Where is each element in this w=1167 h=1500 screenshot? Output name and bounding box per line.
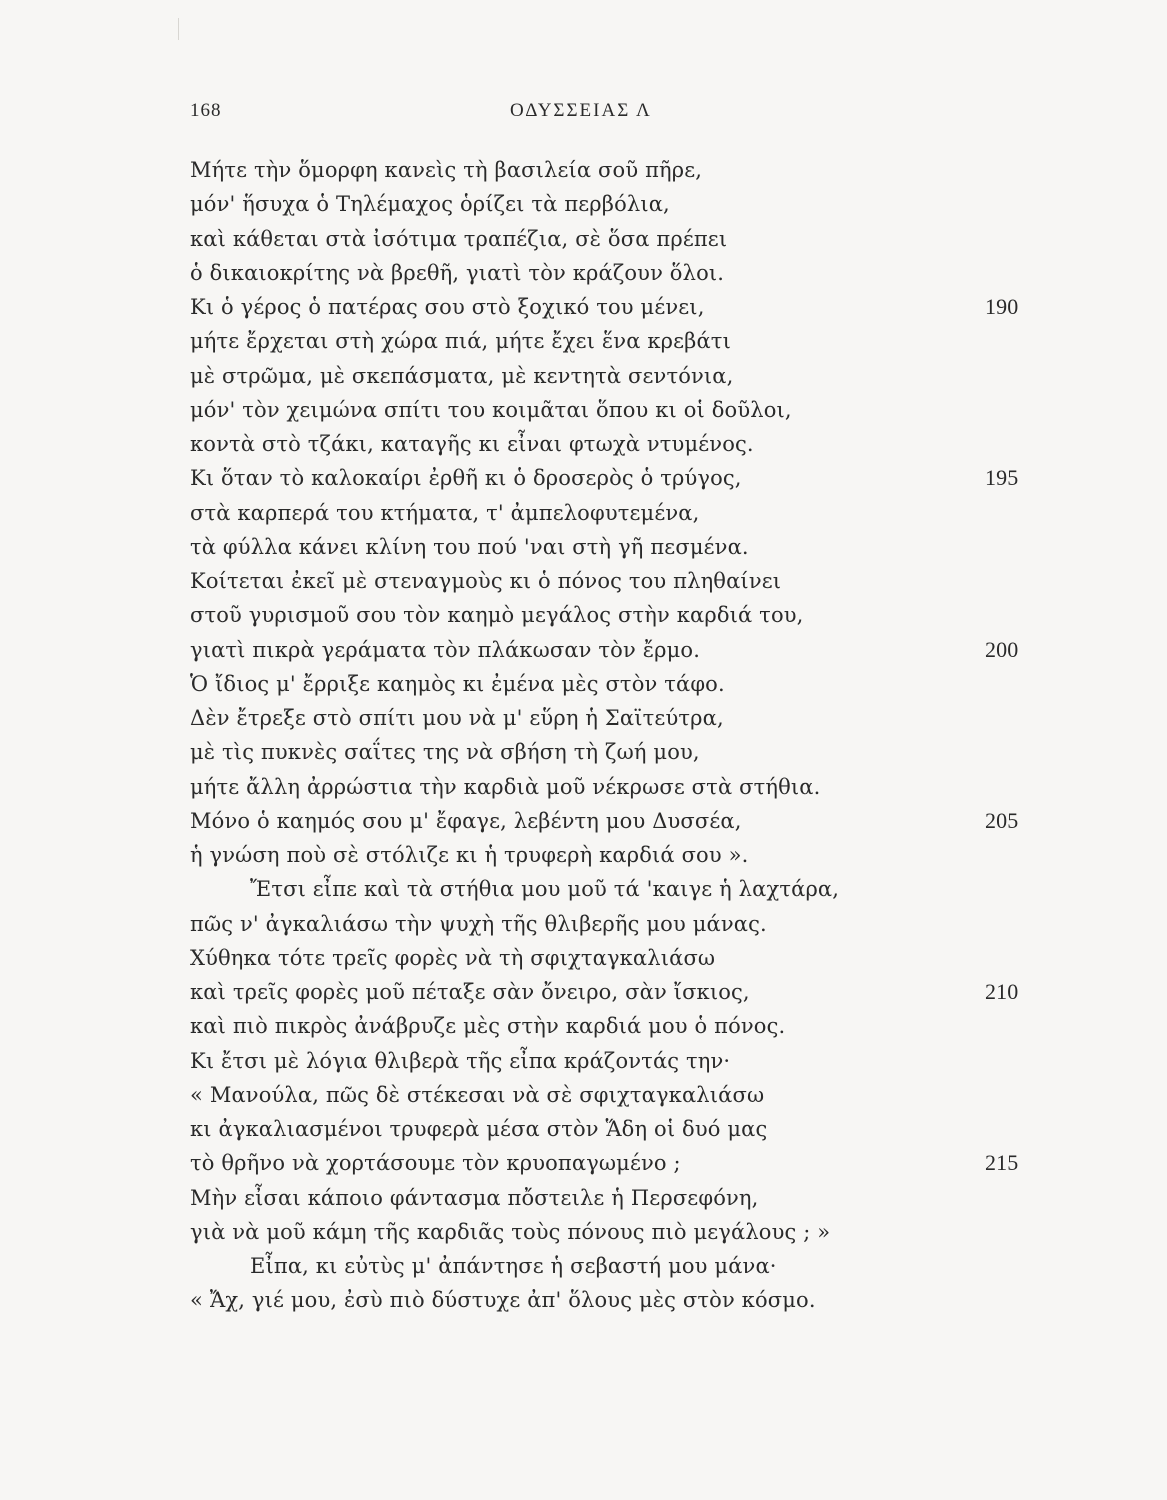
- verse-line: [190, 427, 1040, 461]
- verse-text: Κι ὅταν τὸ καλοκαίρι ἐρθῆ κι ὁ δροσερὸς ὁ τρύγος,: [190, 466, 742, 491]
- verse-text: « Μανούλα, πῶς δὲ στέκεσαι νὰ σὲ σφιχταγκαλιάσω: [190, 1082, 765, 1107]
- verse-text: « Ἄχ, γιέ μου, ἐσὺ πιὸ δύστυχε ἀπ' ὅλους μὲς στὸν κόσμο.: [190, 1288, 816, 1313]
- verse-line: [190, 907, 1040, 941]
- verse-text: μόν' τὸν χειμώνα σπίτι του κοιμᾶται ὅπου κι οἱ δοῦλοι,: [190, 397, 792, 422]
- verse-line: [190, 735, 1040, 769]
- verse-line: [190, 564, 1040, 598]
- verse-line: [190, 393, 1040, 427]
- verse-text: κοντὰ στὸ τζάκι, καταγῆς κι εἶναι φτωχὰ ντυμένος.: [190, 432, 754, 456]
- verse-text: στὰ καρπερά του κτήματα, τ' ἀμπελοφυτεμένα,: [190, 500, 700, 525]
- verse-line: [190, 496, 1040, 530]
- verse-text: ὁ δικαιοκρίτης νὰ βρεθῆ, γιατὶ τὸν κράζουν ὅλοι.: [190, 260, 725, 285]
- verse-line: [190, 222, 1040, 256]
- verse-line: [190, 633, 1040, 667]
- line-number: 215: [985, 1150, 1019, 1176]
- verse-text: Μόνο ὁ καημός σου μ' ἔφαγε, λεβέντη μου Δυσσέα,: [190, 808, 742, 833]
- verse-text: μήτε ἄλλη ἀρρώστια τὴν καρδιὰ μοῦ νέκρωσε στὰ στήθια.: [190, 774, 821, 799]
- verse-text: τὸ θρῆνο νὰ χορτάσουμε τὸν κρυοπαγωμένο ;: [190, 1151, 681, 1176]
- verse-text: γιατὶ πικρὰ γεράματα τὸν πλάκωσαν τὸν ἔρμο.: [190, 637, 701, 662]
- verse-line: [190, 1112, 1040, 1146]
- verse-line: [190, 1009, 1040, 1043]
- verse-line: [190, 838, 1040, 872]
- verse-text: ἡ γνώση ποὺ σὲ στόλιζε κι ἡ τρυφερὴ καρδιά σου ».: [190, 843, 749, 867]
- scan-mark: [178, 18, 179, 40]
- verse-text: μὲ τὶς πυκνὲς σαΐτες της νὰ σβήση τὴ ζωή μου,: [190, 740, 700, 765]
- verse-line: [190, 1283, 1040, 1317]
- verse-text: Κι ὁ γέρος ὁ πατέρας σου στὸ ξοχικό του μένει,: [190, 295, 705, 319]
- verse-text: κι ἀγκαλιασμένοι τρυφερὰ μέσα στὸν Ἅδη οἱ δυό μας: [190, 1117, 768, 1141]
- verse-line: [190, 187, 1040, 221]
- verse-line: [190, 804, 1040, 838]
- line-number: 195: [985, 465, 1019, 491]
- verse-text: Μὴν εἶσαι κάποιο φάντασμα πὄστειλε ἡ Περσεφόνη,: [190, 1185, 759, 1210]
- verse-text: μόν' ἥσυχα ὁ Τηλέμαχος ὁρίζει τὰ περβόλια,: [190, 192, 670, 217]
- verse-line: [190, 1181, 1040, 1215]
- verse-text: Ὁ ἴδιος μ' ἔρριξε καημὸς κι ἐμένα μὲς στὸν τάφο.: [190, 671, 725, 696]
- verse-line: [190, 872, 1040, 906]
- verse-line: [190, 461, 1040, 495]
- running-head: [190, 100, 910, 132]
- verse-text: Εἶπα, κι εὐτὺς μ' ἀπάντησε ἡ σεβαστή μου μάνα·: [250, 1254, 777, 1278]
- verse-text: πῶς ν' ἀγκαλιάσω τὴν ψυχὴ τῆς θλιβερῆς μου μάνας.: [190, 911, 767, 936]
- verse-text: καὶ κάθεται στὰ ἰσότιμα τραπέζια, σὲ ὅσα πρέπει: [190, 226, 728, 251]
- line-number: 190: [985, 294, 1019, 319]
- verse-line: [190, 975, 1040, 1009]
- verse-text: Ἔτσι εἶπε καὶ τὰ στήθια μου μοῦ τά 'καιγε ἡ λαχτάρα,: [250, 877, 840, 902]
- verse-line: [190, 290, 1040, 324]
- verse-text: Κι ἔτσι μὲ λόγια θλιβερὰ τῆς εἶπα κράζοντάς την·: [190, 1048, 731, 1073]
- verse-text: Δὲν ἔτρεξε στὸ σπίτι μου νὰ μ' εὕρη ἡ Σαϊτεύτρα,: [190, 706, 724, 730]
- verse-line: [190, 1146, 1040, 1180]
- page-number: 168: [190, 100, 222, 121]
- verse-text: μὲ στρῶμα, μὲ σκεπάσματα, μὲ κεντητὰ σεντόνια,: [190, 363, 734, 388]
- verse-line: [190, 1078, 1040, 1112]
- verse-line: [190, 701, 1040, 735]
- verse-line: [190, 359, 1040, 393]
- verse-text: Μήτε τὴν ὅμορφη κανεὶς τὴ βασιλεία σοῦ πῆρε,: [190, 158, 703, 182]
- verse-line: [190, 256, 1040, 290]
- verse-line: [190, 1249, 1040, 1283]
- line-number: 210: [985, 979, 1019, 1004]
- verse-line: [190, 941, 1040, 975]
- verse-text: μήτε ἔρχεται στὴ χώρα πιά, μήτε ἔχει ἕνα κρεβάτι: [190, 329, 731, 354]
- line-number: 205: [985, 807, 1019, 833]
- verse-block: [190, 153, 1040, 1318]
- verse-line: [190, 530, 1040, 564]
- verse-text: στοῦ γυρισμοῦ σου τὸν καημὸ μεγάλος στὴν καρδιά του,: [190, 603, 804, 628]
- verse-text: Χύθηκα τότε τρεῖς φορὲς νὰ τὴ σφιχταγκαλιάσω: [190, 945, 716, 970]
- verse-line: [190, 324, 1040, 358]
- verse-text: τὰ φύλλα κάνει κλίνη του πού 'ναι στὴ γῆ πεσμένα.: [190, 534, 749, 559]
- verse-line: [190, 1044, 1040, 1078]
- verse-text: καὶ πιὸ πικρὸς ἀνάβρυζε μὲς στὴν καρδιά μου ὁ πόνος.: [190, 1014, 786, 1039]
- verse-text: γιὰ νὰ μοῦ κάμη τῆς καρδιᾶς τοὺς πόνους πιὸ μεγάλους ; »: [190, 1219, 831, 1244]
- verse-line: [190, 770, 1040, 804]
- verse-line: [190, 1215, 1040, 1249]
- line-number: 200: [985, 636, 1019, 662]
- running-title: ΟΔΥΣΣΕΙΑΣ Λ: [510, 100, 652, 121]
- verse-line: [190, 153, 1040, 187]
- verse-text: Κοίτεται ἐκεῖ μὲ στεναγμοὺς κι ὁ πόνος του πληθαίνει: [190, 569, 782, 593]
- verse-line: [190, 667, 1040, 701]
- verse-text: καὶ τρεῖς φορὲς μοῦ πέταξε σὰν ὄνειρο, σὰν ἴσκιος,: [190, 980, 750, 1004]
- verse-line: [190, 598, 1040, 632]
